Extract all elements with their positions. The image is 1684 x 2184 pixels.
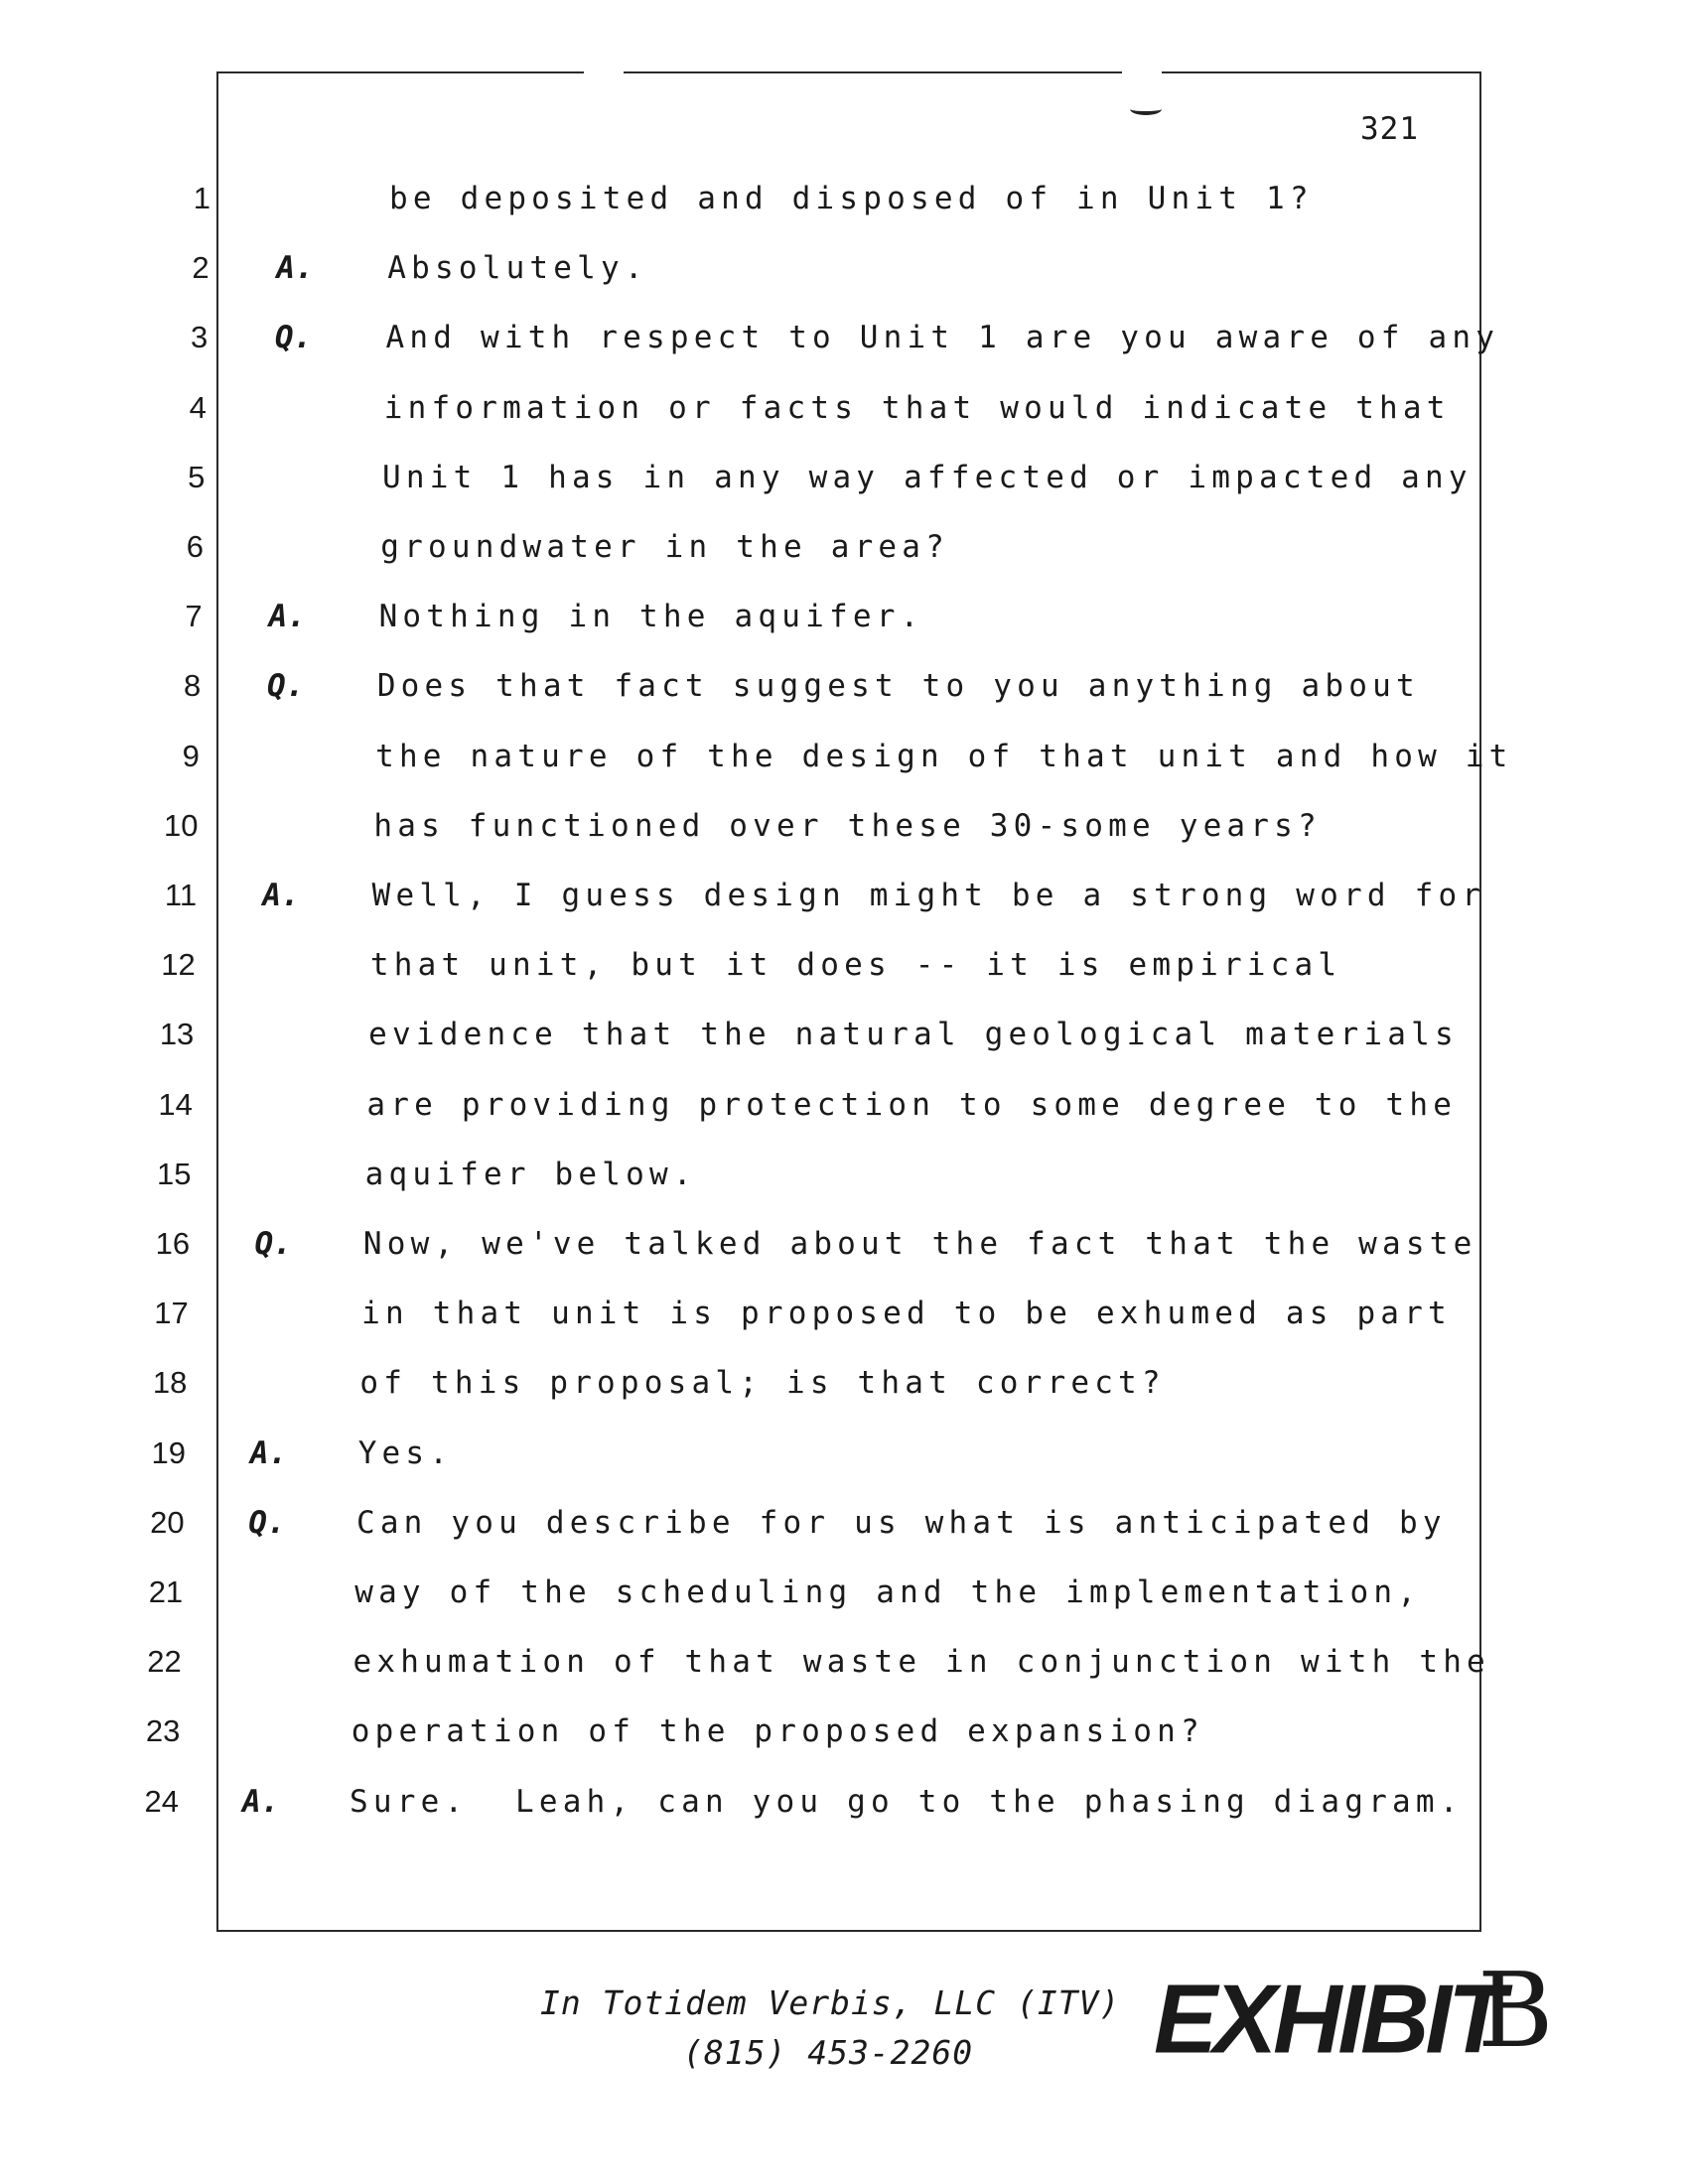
reporter-phone: (815) 453-2260 bbox=[683, 2033, 974, 2072]
testimony-line: information or facts that would indicate that bbox=[383, 389, 1451, 426]
speaker-label: Q. bbox=[254, 1226, 292, 1262]
testimony-line: Sure. Leah, can you go to the phasing diagram. bbox=[350, 1783, 1464, 1820]
testimony-line: Unit 1 has in any way affected or impacted any bbox=[382, 459, 1473, 495]
testimony-line: evidence that the natural geological materials bbox=[368, 1017, 1459, 1053]
speaker-label: A. bbox=[249, 1434, 288, 1471]
testimony-line: groundwater in the area? bbox=[380, 529, 950, 565]
testimony-line: be deposited and disposed of in Unit 1? bbox=[389, 181, 1314, 216]
line-number: 23 bbox=[145, 1713, 181, 1749]
speaker-label: Q. bbox=[267, 668, 305, 705]
testimony-line: are providing protection to some degree to the bbox=[366, 1086, 1458, 1123]
line-number: 8 bbox=[184, 668, 202, 704]
line-number: 5 bbox=[188, 459, 206, 494]
line-number: 24 bbox=[144, 1783, 179, 1819]
speaker-label: Q. bbox=[248, 1504, 286, 1541]
testimony-line: exhumation of that waste in conjunction with the bbox=[352, 1644, 1490, 1681]
testimony-line: way of the scheduling and the implementation, bbox=[354, 1574, 1422, 1610]
line-number: 17 bbox=[154, 1296, 189, 1331]
line-number: 1 bbox=[193, 181, 210, 215]
speaker-label: A. bbox=[268, 599, 306, 635]
speaker-label: Q. bbox=[274, 320, 313, 356]
testimony-line: Yes. bbox=[357, 1434, 454, 1471]
line-number: 2 bbox=[192, 250, 210, 286]
testimony-line: And with respect to Unit 1 are you aware of any bbox=[385, 320, 1500, 356]
line-number: 19 bbox=[151, 1434, 186, 1470]
testimony-line: Now, we've talked about the fact that the waste bbox=[362, 1226, 1477, 1262]
line-number: 21 bbox=[148, 1574, 184, 1609]
line-number: 4 bbox=[189, 389, 207, 425]
page-number: 321 bbox=[1360, 111, 1419, 147]
line-number: 10 bbox=[163, 807, 199, 843]
scan-mark bbox=[1130, 103, 1162, 115]
line-number: 13 bbox=[159, 1017, 195, 1052]
border-gap bbox=[1122, 69, 1162, 75]
exhibit-stamp-letter: B bbox=[1477, 1950, 1554, 2071]
testimony-line: of this proposal; is that correct? bbox=[359, 1365, 1166, 1402]
line-number: 12 bbox=[161, 947, 196, 983]
line-number: 20 bbox=[150, 1504, 185, 1540]
speaker-label: A. bbox=[262, 878, 300, 913]
testimony-line: Absolutely. bbox=[387, 250, 648, 287]
line-number: 15 bbox=[157, 1156, 192, 1191]
testimony-line: the nature of the design of that unit and how it bbox=[375, 738, 1513, 774]
testimony-line: Does that fact suggest to you anything about bbox=[376, 668, 1420, 705]
testimony-line: Nothing in the aquifer. bbox=[378, 599, 924, 635]
line-number: 6 bbox=[186, 529, 205, 564]
line-number: 7 bbox=[185, 599, 203, 634]
line-number: 22 bbox=[147, 1644, 182, 1680]
testimony-line: operation of the proposed expansion? bbox=[351, 1713, 1204, 1750]
line-number: 14 bbox=[158, 1086, 193, 1122]
testimony-line: aquifer below. bbox=[364, 1156, 697, 1192]
border-gap bbox=[584, 69, 624, 75]
testimony-line: Can you describe for us what is anticipated by bbox=[355, 1504, 1447, 1541]
reporter-company: In Totidem Verbis, LLC (ITV) bbox=[540, 1983, 1121, 2022]
line-number: 11 bbox=[164, 878, 198, 912]
exhibit-stamp-label: EXHIBIT bbox=[1154, 1965, 1502, 2075]
testimony-line: in that unit is proposed to be exhumed as part bbox=[361, 1296, 1452, 1332]
speaker-label: A. bbox=[242, 1783, 280, 1820]
line-number: 3 bbox=[190, 320, 209, 355]
testimony-line: Well, I guess design might be a strong word for bbox=[371, 878, 1486, 913]
testimony-line: has functioned over these 30-some years? bbox=[373, 807, 1322, 844]
line-number: 16 bbox=[155, 1226, 191, 1261]
line-number: 9 bbox=[182, 738, 200, 773]
line-number: 18 bbox=[152, 1365, 188, 1401]
speaker-label: A. bbox=[276, 250, 314, 287]
testimony-line: that unit, but it does -- it is empirical bbox=[369, 947, 1342, 984]
